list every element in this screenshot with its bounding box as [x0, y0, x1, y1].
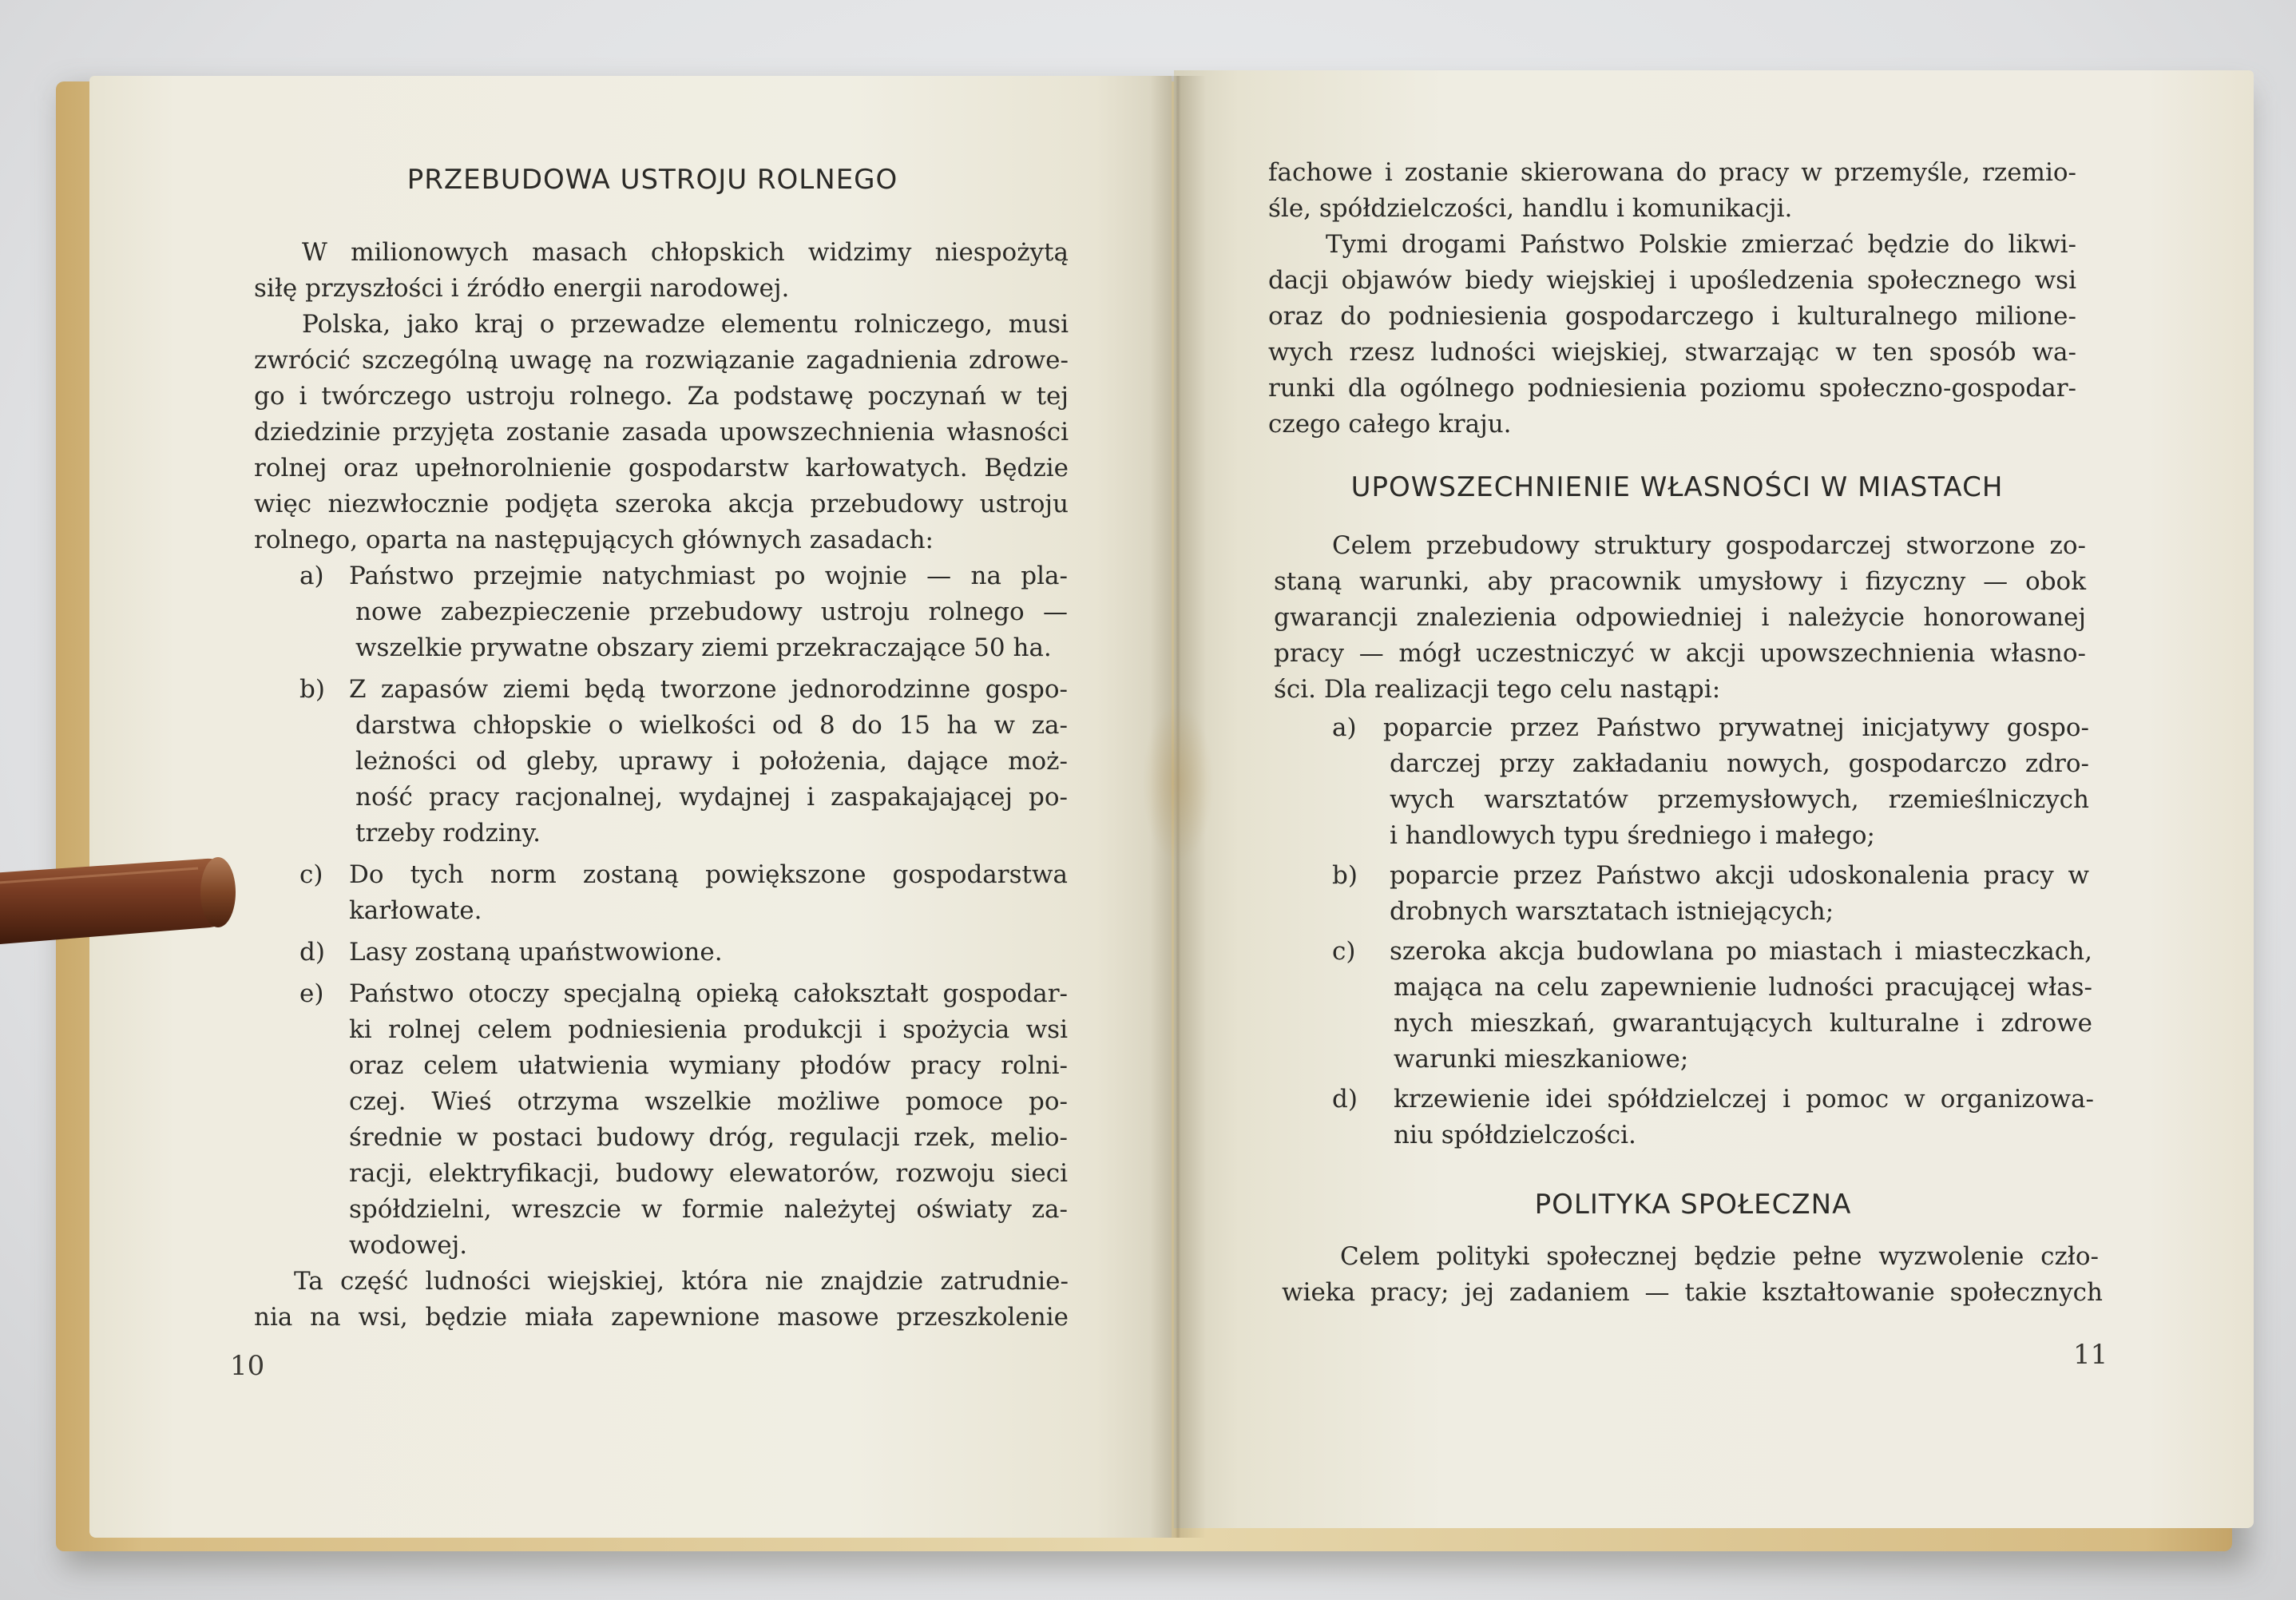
text-line: leżności od gleby, uprawy i położenia, dające moż-: [355, 747, 1068, 776]
text-line: poparcie przez Państwo akcji udoskonalenia pracy w: [1390, 861, 2089, 890]
text-line: c): [299, 860, 323, 889]
text-line: wieka pracy; jej zadaniem — takie kształtowanie społecznych: [1282, 1278, 2103, 1307]
paper-stain: [1142, 703, 1214, 863]
text-line: d): [299, 938, 325, 967]
text-line: a): [299, 562, 324, 590]
text-line: nych mieszkań, gwarantujących kulturalne i zdrowe: [1394, 1009, 2092, 1038]
text-line: nia na wsi, będzie miała zapewnione masowe przeszkolenie: [254, 1303, 1069, 1332]
text-line: ność pracy racjonalnej, wydajnej i zaspakajającej po-: [355, 783, 1068, 812]
text-line: rolnego, oparta na następujących głównych zasadach:: [254, 526, 934, 554]
text-line: nowe zabezpieczenie przebudowy ustroju rolnego —: [355, 598, 1068, 626]
text-line: racji, elektryfikacji, budowy elewatorów, rozwoju sieci: [349, 1159, 1068, 1188]
text-line: śle, spółdzielczości, handlu i komunikacji.: [1268, 194, 1793, 223]
text-line: W milionowych masach chłopskich widzimy niespożytą: [302, 238, 1069, 267]
text-line: darczej przy zakładaniu nowych, gospodarczo zdro-: [1390, 749, 2089, 778]
text-line: Państwo przejmie natychmiast po wojnie — na pla-: [349, 562, 1068, 590]
text-line: szeroka akcja budowlana po miastach i miasteczkach,: [1390, 937, 2092, 966]
text-line: niu spółdzielczości.: [1394, 1121, 1636, 1149]
text-line: a): [1332, 713, 1357, 742]
text-line: ści. Dla realizacji tego celu nastąpi:: [1274, 675, 1721, 704]
text-line: oraz celem ułatwienia wymiany płodów pracy rolni-: [349, 1051, 1068, 1080]
text-line: poparcie przez Państwo prywatnej inicjatywy gospo-: [1383, 713, 2089, 742]
text-line: siłę przyszłości i źródło energii narodowej.: [254, 274, 790, 303]
text-line: Z zapasów ziemi będą tworzone jednorodzinne gospo-: [349, 675, 1068, 704]
text-line: drobnych warsztatach istniejących;: [1390, 897, 1834, 926]
text-line: e): [299, 979, 324, 1008]
text-line: warunki mieszkaniowe;: [1394, 1045, 1689, 1074]
text-line: dziedzinie przyjęta zostanie zasada upowszechnienia własności: [254, 418, 1069, 447]
text-line: b): [299, 675, 325, 704]
text-line: średnie w postaci budowy dróg, regulacji rzek, melio-: [349, 1123, 1068, 1152]
text-line: karłowate.: [349, 896, 482, 925]
text-line: wodowej.: [349, 1231, 468, 1260]
text-line: gwarancji znalezienia odpowiedniej i należycie honorowanej: [1274, 603, 2086, 632]
text-line: darstwa chłopskie o wielkości od 8 do 15 ha w za-: [355, 711, 1068, 740]
text-line: Celem polityki społecznej będzie pełne wyzwolenie czło-: [1340, 1242, 2099, 1271]
text-line: zwrócić szczególną uwagę na rozwiązanie zagadnienia zdrowe-: [254, 346, 1069, 375]
text-line: wszelkie prywatne obszary ziemi przekraczające 50 ha.: [355, 633, 1052, 662]
text-line: spółdzielni, wreszcie w formie należytej oświaty za-: [349, 1195, 1068, 1224]
text-line: wych rzesz ludności wiejskiej, stwarzając w ten sposób wa-: [1268, 338, 2076, 367]
text-line: pracy — mógł uczestniczyć w akcji upowszechnienia własno-: [1274, 639, 2086, 668]
text-line: Tymi drogami Państwo Polskie zmierzać będzie do likwi-: [1326, 230, 2076, 259]
text-line: Celem przebudowy struktury gospodarczej stworzone zo-: [1332, 531, 2086, 560]
text-line: fachowe i zostanie skierowana do pracy w przemyśle, rzemio-: [1268, 158, 2076, 187]
text-line: Polska, jako kraj o przewadze elementu rolniczego, musi: [302, 310, 1069, 339]
text-line: Do tych norm zostaną powiększone gospodarstwa: [349, 860, 1068, 889]
text-line: d): [1332, 1085, 1358, 1114]
text-line: go i twórczego ustroju rolnego. Za podstawę poczynań w tej: [254, 382, 1069, 411]
right-page-heading-social-policy: POLITYKA SPOŁECZNA: [1534, 1189, 1852, 1221]
text-line: Ta część ludności wiejskiej, która nie znajdzie zatrudnie-: [294, 1267, 1069, 1296]
text-line: runki dla ogólnego podniesienia poziomu społeczno-gospodar-: [1268, 374, 2076, 403]
text-line: rolnej oraz upełnorolnienie gospodarstw karłowatych. Będzie: [254, 454, 1069, 482]
pencil-object: [0, 851, 246, 955]
text-line: i handlowych typu średniego i małego;: [1390, 821, 1875, 850]
left-page-heading: PRZEBUDOWA USTROJU ROLNEGO: [406, 164, 898, 196]
text-line: ki rolnej celem podniesienia produkcji i spożycia wsi: [349, 1015, 1068, 1044]
text-line: c): [1332, 937, 1356, 966]
text-line: Państwo otoczy specjalną opieką całokształt gospodar-: [349, 979, 1068, 1008]
text-line: wych warsztatów przemysłowych, rzemieślniczych: [1390, 785, 2089, 814]
text-line: Lasy zostaną upaństwowione.: [349, 938, 723, 967]
text-line: dacji objawów biedy wiejskiej i upośledzenia społecznego wsi: [1268, 266, 2076, 295]
text-line: więc niezwłocznie podjęta szeroka akcja przebudowy ustroju: [254, 490, 1069, 518]
right-page-heading-ownership: UPOWSZECHNIENIE WŁASNOŚCI W MIASTACH: [1350, 471, 2004, 503]
text-line: mająca na celu zapewnienie ludności pracującej włas-: [1394, 973, 2092, 1002]
text-line: oraz do podniesienia gospodarczego i kulturalnego milione-: [1268, 302, 2076, 331]
text-line: b): [1332, 861, 1358, 890]
text-line: trzeby rodziny.: [355, 819, 541, 848]
text-line: staną warunki, aby pracownik umysłowy i fizyczny — obok: [1274, 567, 2086, 596]
text-line: czej. Wieś otrzyma wszelkie możliwe pomoce po-: [349, 1087, 1068, 1116]
right-page-number: 11: [2073, 1339, 2108, 1371]
text-line: czego całego kraju.: [1268, 410, 1512, 439]
text-line: krzewienie idei spółdzielczej i pomoc w organizowa-: [1394, 1085, 2094, 1114]
left-page-number: 10: [230, 1350, 265, 1382]
